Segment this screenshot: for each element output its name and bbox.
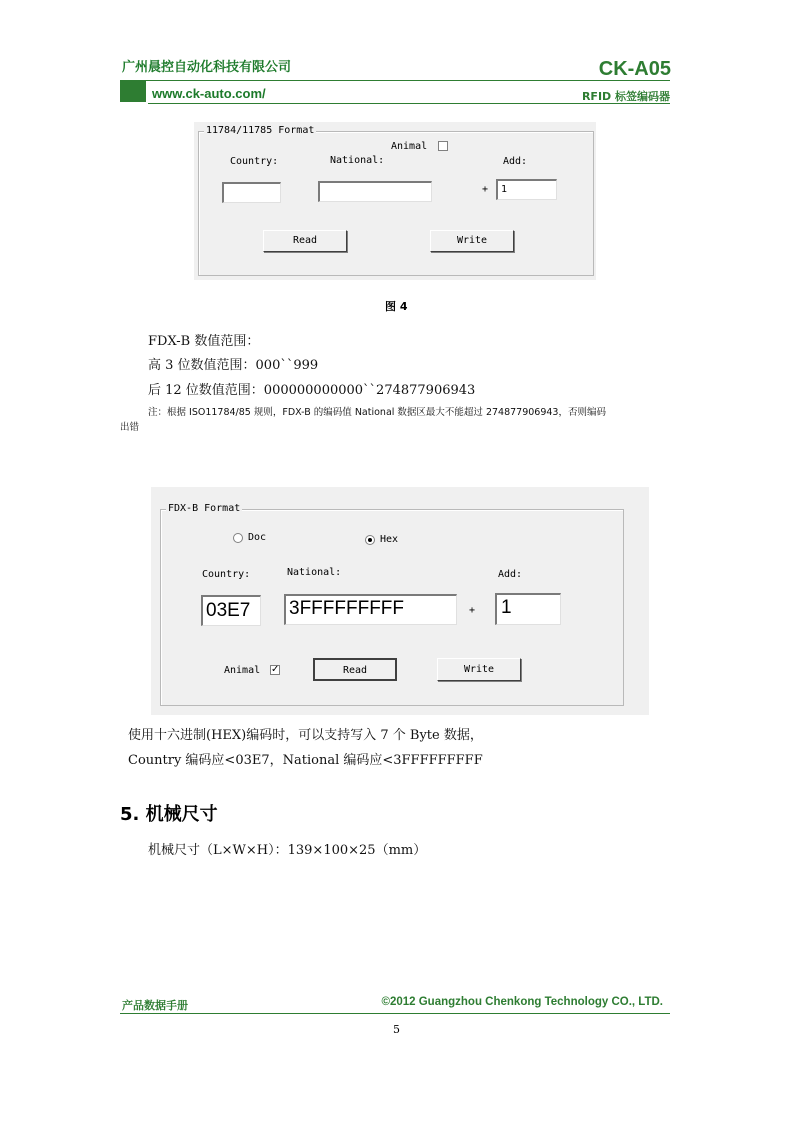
note-line-1: 注：根据 ISO11784/85 规则，FDX-B 的编码值 National 数据区最大不能超过 274877906943，否则编码 [148, 407, 606, 418]
add-input[interactable]: 1 [495, 593, 561, 625]
header-subtitle: RFID 标签编码器 [581, 90, 670, 103]
plus-sign: + [482, 184, 489, 195]
radio-doc[interactable] [233, 533, 243, 543]
high-range: 高 3 位数值范围：000``999 [148, 358, 319, 373]
mechanical-dimensions: 机械尺寸（L×W×H）：139×100×25（mm） [148, 843, 427, 858]
read-button[interactable]: Read [313, 658, 397, 681]
national-label: National: [287, 567, 342, 578]
animal-checkbox[interactable] [438, 141, 448, 151]
plus-sign: + [469, 605, 476, 616]
header-divider [120, 80, 670, 81]
figure-caption: 图 4 [385, 300, 408, 313]
national-input[interactable]: 3FFFFFFFFF [284, 594, 457, 625]
dialog-11784-format [194, 122, 596, 280]
footer-divider [120, 1013, 670, 1014]
country-label: Country: [230, 156, 279, 167]
header-divider-2 [148, 103, 670, 104]
radio-hex-label: Hex [380, 534, 399, 545]
national-label: National: [330, 155, 385, 166]
hex-note-line-2: Country 编码应<03E7，National 编码应<3FFFFFFFFF [128, 753, 483, 768]
header-green-block [120, 81, 146, 102]
header-company: 广州晨控自动化科技有限公司 [122, 60, 292, 75]
add-label: Add: [498, 569, 523, 580]
hex-note-line-1: 使用十六进制(HEX)编码时，可以支持写入 7 个 Byte 数据， [128, 728, 483, 743]
footer-left: 产品数据手册 [122, 999, 188, 1012]
national-input[interactable] [318, 181, 432, 202]
note-line-2: 出错 [120, 422, 140, 433]
header-model: CK-A05 [598, 58, 671, 80]
animal-label: Animal [391, 141, 428, 152]
country-input[interactable] [222, 182, 281, 203]
animal-checkbox[interactable]: ✓ [271, 664, 280, 675]
country-label: Country: [202, 569, 251, 580]
country-input[interactable]: 03E7 [201, 595, 261, 626]
radio-doc-label: Doc [248, 532, 267, 543]
write-button[interactable]: Write [437, 658, 521, 681]
section-heading: 5. 机械尺寸 [120, 804, 218, 825]
radio-hex[interactable] [365, 535, 375, 545]
header-url: www.ck-auto.com/ [152, 86, 266, 101]
group-title: FDX-B Format [168, 503, 241, 514]
add-label: Add: [503, 156, 528, 167]
fdxb-range-title: FDX-B 数值范围： [148, 334, 260, 349]
low-range: 后 12 位数值范围：000000000000``274877906943 [148, 383, 476, 398]
dialog-fdxb-format [151, 487, 649, 715]
read-button[interactable]: Read [263, 230, 347, 252]
write-button[interactable]: Write [430, 230, 514, 252]
add-input[interactable]: 1 [496, 179, 557, 200]
page-number: 5 [393, 1023, 400, 1036]
footer-right: ©2012 Guangzhou Chenkong Technology CO., LTD. [381, 996, 663, 1008]
group-title: 11784/11785 Format [206, 125, 315, 136]
group-11784-format [198, 131, 594, 276]
animal-label: Animal [224, 665, 261, 676]
